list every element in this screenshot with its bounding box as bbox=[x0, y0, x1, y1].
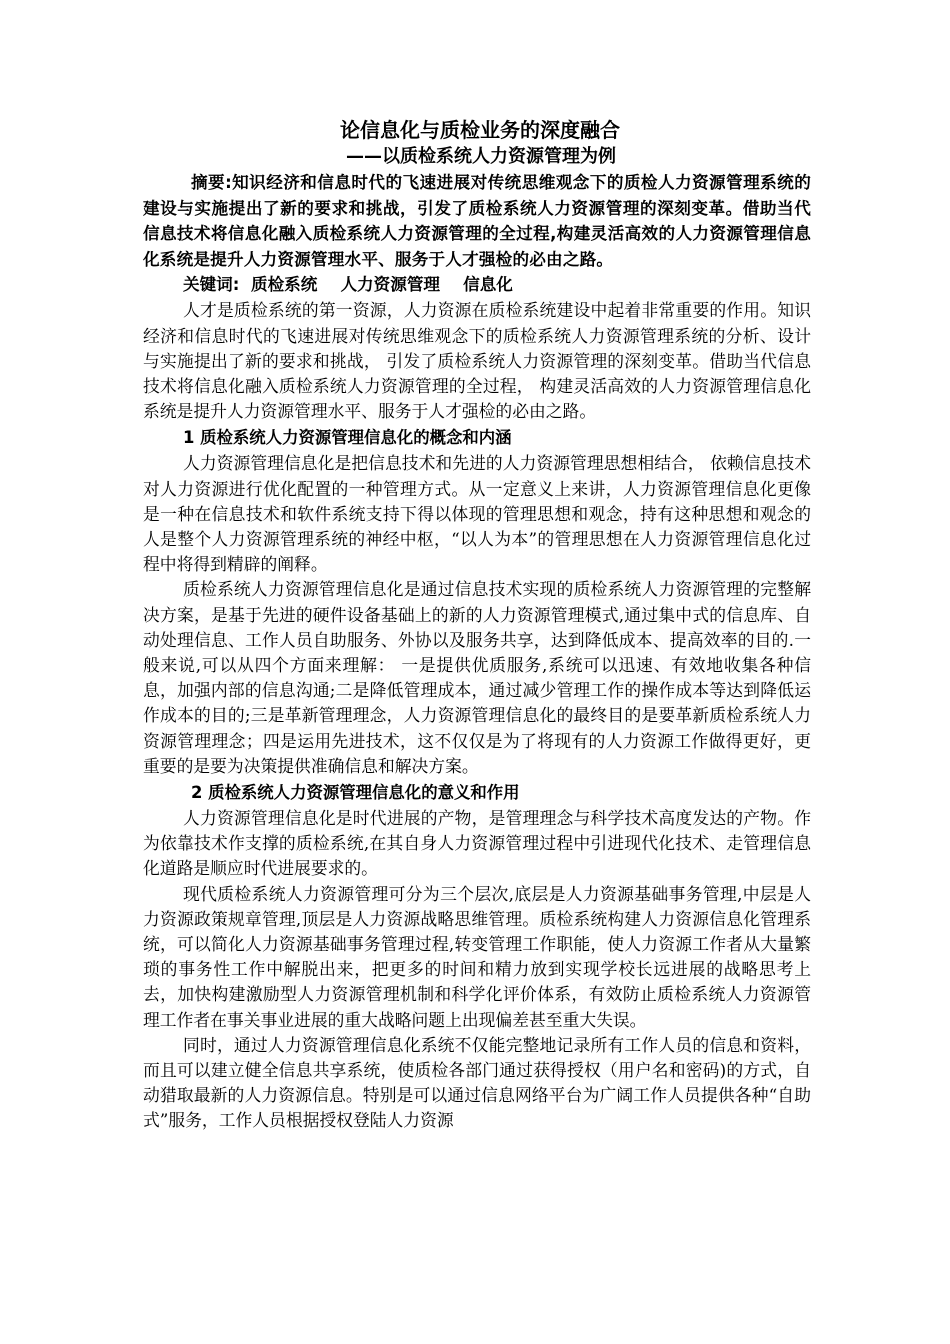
section-1-heading: 1 质检系统人力资源管理信息化的概念和内涵 bbox=[183, 428, 512, 448]
abstract-label: 摘要 bbox=[191, 173, 226, 192]
section-1-paragraph-2: 质检系统人力资源管理信息化是通过信息技术实现的质检系统人力资源管理的完整解决方案，是基于先进的硬件设备基础上的新的人力资源管理模式,通过集中式的信息库、自动处理信息、工作人员自助服务、外协以及服务共享，达到降低成本、提高效率的目的.一般来说,可以从四个方面来理解： 一是提供优质服务,系统可以迅速、有效地收集各种信息，加强内部的信息沟通;二是降低管理成本，通过减少管理工作的操作成本等达到降低运作成本的目的;三是革新管理理念，人力资源管理信息化的最终目的是要革新质检系统人力资源管理理念；四是运用先进技术，这不仅仅是为了将现有的人力资源工作做得更好，更重要的是要为决策提供准确信息和解决方案。 bbox=[143, 579, 811, 776]
section-2-heading: 2 质检系统人力资源管理信息化的意义和作用 bbox=[191, 783, 520, 803]
document-title: 论信息化与质检业务的深度融合 bbox=[340, 118, 620, 142]
document-subtitle: ——以质检系统人力资源管理为例 bbox=[346, 146, 616, 167]
keywords-line: 关键词: 质检系统 人力资源管理 信息化 bbox=[183, 275, 513, 295]
section-2-paragraph-2: 现代质检系统人力资源管理可分为三个层次,底层是人力资源基础事务管理,中层是人力资源政策规章管理,顶层是人力资源战略思维管理。质检系统构建人力资源信息化管理系统，可以简化人力资源基础事务管理过程,转变管理工作职能，使人力资源工作者从大量繁琐的事务性工作中解脱出来，把更多的时间和精力放到实现学校长远进展的战略思考上去，加快构建激励型人力资源管理机制和科学化评价体系，有效防止质检系统人力资源管理工作者在事关事业进展的重大战略问题上出现偏差甚至重大失误。 bbox=[143, 883, 811, 1030]
section-2-paragraph-3: 同时，通过人力资源管理信息化系统不仅能完整地记录所有工作人员的信息和资料，而且可以建立健全信息共享系统，使质检各部门通过获得授权（用户名和密码)的方式，自动猎取最新的人力资源信息。特别是可以通过信息网络平台为广阔工作人员提供各种“自助式”服务，工作人员根据授权登陆人力资源 bbox=[143, 1034, 811, 1131]
section-1-paragraph-1: 人力资源管理信息化是把信息技术和先进的人力资源管理思想相结合， 依赖信息技术对人力资源进行优化配置的一种管理方式。从一定意义上来讲，人力资源管理信息化更像是一种在信息技术和软件系统支持下得以体现的管理思想和观念，持有这种思想和观念的人是整个人力资源管理系统的神经中枢，“以人为本”的管理思想在人力资源管理信息化过程中将得到精辟的阐释。 bbox=[143, 453, 811, 575]
document-page bbox=[143, 116, 811, 1134]
abstract-text: :知识经济和信息时代的飞速进展对传统思维观念下的质检人力资源管理系统的建设与实施提出了新的要求和挑战，引发了质检系统人力资源管理的深刻变革。借助当代信息技术将信息化融入质检系统人力资源管理的全过程,构建灵活高效的人力资源管理信息化系统是提升人力资源管理水平、服务于人才强检的必由之路。 bbox=[143, 173, 812, 269]
abstract-paragraph bbox=[143, 170, 811, 272]
section-2-paragraph-1: 人力资源管理信息化是时代进展的产物，是管理理念与科学技术高度发达的产物。作为依靠技术作支撑的质检系统,在其自身人力资源管理过程中引进现代化技术、走管理信息化道路是顺应时代进展要求的。 bbox=[143, 808, 811, 879]
intro-paragraph: 人才是质检系统的第一资源，人力资源在质检系统建设中起着非常重要的作用。知识经济和信息时代的飞速进展对传统思维观念下的质检系统人力资源管理系统的分析、设计与实施提出了新的要求和挑战， 引发了质检系统人力资源管理的深刻变革。借助当代信息技术将信息化融入质检系统人力资源管理的全过程， 构建灵活高效的人力资源管理信息化系统是提升人力资源管理水平、服务于人才强检的必由之路。 bbox=[143, 300, 811, 422]
